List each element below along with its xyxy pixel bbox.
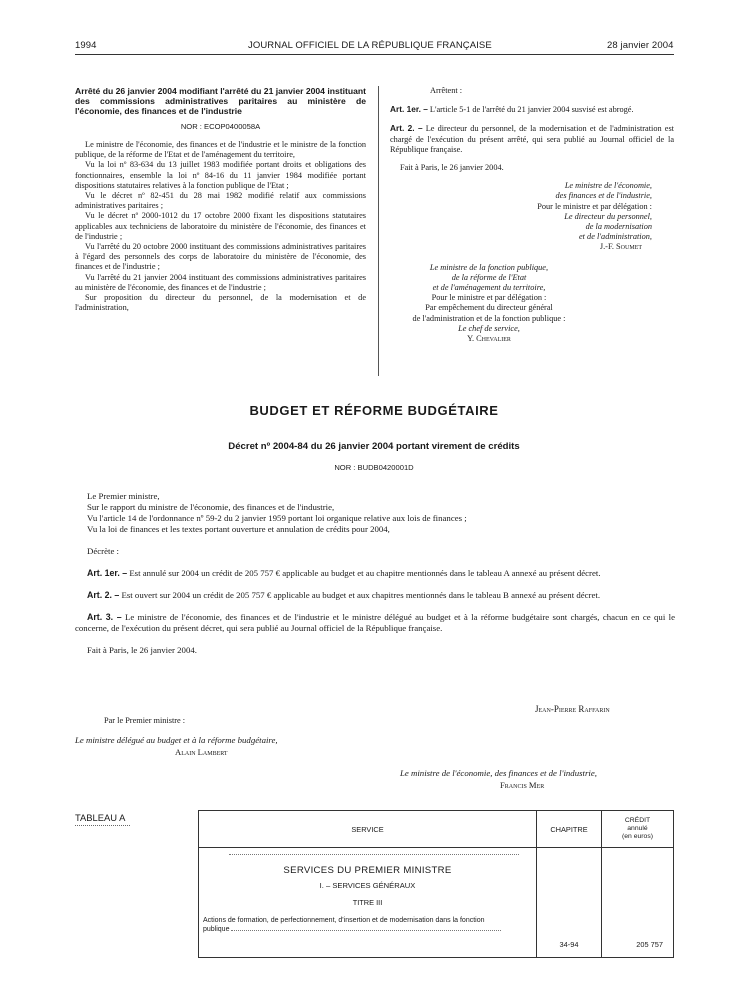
visa: Sur le rapport du ministre de l'économie, des finances et de l'industrie, — [87, 502, 335, 512]
credit-l1: CRÉDIT — [624, 817, 651, 824]
arrete-para: Sur proposition du directeur du personnel, de la modernisation et de l'administration, — [75, 293, 366, 313]
visa: Vu l'article 14 de l'ordonnance nº 59-2 du 2 janvier 1959 portant loi organique relative aux lois de finances ; — [87, 513, 467, 523]
arrete-visas — [75, 140, 366, 313]
header-rule — [75, 54, 674, 55]
arrete-nor: NOR : ECOP0400058A — [180, 122, 261, 131]
arrete-fait: Fait à Paris, le 26 janvier 2004. — [400, 163, 504, 173]
arrete-signature-2 — [390, 263, 674, 345]
decret-art3 — [75, 612, 675, 634]
header-date: 28 janvier 2004 — [607, 40, 674, 51]
ministre-delegue: Le ministre délégué au budget et à la réforme budgétaire, — [75, 735, 278, 745]
art2-label: Art. 2. – — [390, 123, 423, 134]
credit-l3: (en euros) — [622, 833, 653, 840]
decret-art1 — [75, 568, 675, 579]
tableau-label: TABLEAU A — [75, 812, 126, 823]
row-desc-l2 — [203, 925, 536, 934]
art1-label: Art. 1er. – — [87, 568, 128, 578]
sig-line: Pour le ministre et par délégation : — [537, 201, 652, 211]
row-desc — [203, 916, 536, 934]
ministre-economie: Le ministre de l'économie, des finances et de l'industrie, — [400, 768, 597, 778]
row-credit: 205 757 — [636, 940, 663, 949]
arrete-para: Vu l'arrêté du 21 janvier 2004 instituant des commissions administratives paritaires au ministère de l'économie, des finances et de l'industrie ; — [75, 272, 366, 292]
signer-soumet: J.-F. Soumet — [599, 242, 642, 252]
decrete: Décrète : — [87, 546, 119, 556]
signer-raffarin: Jean-Pierre Raffarin — [535, 704, 610, 714]
row-chapitre: 34-94 — [559, 940, 579, 949]
tableau-a — [198, 810, 674, 958]
dotted-leader — [231, 930, 501, 931]
credit-cell — [602, 848, 674, 958]
arrete-signature-1 — [390, 181, 674, 252]
art2-text: Est ouvert sur 2004 un crédit de 205 757 € applicable au budget et aux chapitres mentionnés dans le tableau B annexé au présent décret. — [121, 590, 601, 600]
arrete-art1 — [390, 104, 674, 115]
decret-art2 — [75, 590, 675, 601]
credit-l2: annulé — [627, 825, 648, 832]
sig-line: et de l'aménagement du territoire, — [432, 283, 546, 293]
arrete-title: Arrêté du 26 janvier 2004 modifiant l'arrêté du 21 janvier 2004 instituant des commissions administratives paritaires au ministère de l'économie, des finances et de l'industrie — [75, 86, 366, 116]
sig-line: Le chef de service, — [458, 323, 520, 333]
row-desc-l2-text: publique — [203, 926, 230, 933]
art1-text: L'article 5-1 de l'arrêté du 21 janvier 2004 susvisé est abrogé. — [429, 105, 634, 115]
art1-text: Est annulé sur 2004 un crédit de 205 757 € applicable au budget et au chapitre mentionnés dans le tableau A annexé au présent décret. — [129, 568, 601, 578]
service-cell — [199, 848, 537, 958]
col-service-label: SERVICE — [351, 824, 384, 834]
arrete-para: Vu le décret nº 82-451 du 28 mai 1982 modifié relatif aux commissions administratives paritaires ; — [75, 191, 366, 211]
arretent: Arrêtent : — [430, 86, 463, 95]
section-title: BUDGET ET RÉFORME BUDGÉTAIRE — [249, 403, 499, 418]
col-chapitre-label: CHAPITRE — [550, 824, 588, 834]
sig-line: Le ministre de l'économie, — [564, 181, 652, 191]
column-divider — [378, 86, 379, 376]
arrete-para: Le ministre de l'économie, des finances et de l'industrie et le ministre de la fonction publique, de la réforme de l'Etat et de l'aménagement du territoire, — [75, 140, 366, 160]
visa: Vu la loi de finances et les textes portant ouverture et annulation de crédits pour 2004, — [87, 524, 390, 534]
par-premier-ministre: Par le Premier ministre : — [104, 716, 186, 725]
col-chapitre-header — [537, 811, 602, 848]
sig-line: et de l'administration, — [579, 232, 652, 242]
signer-lambert: Alain Lambert — [175, 747, 228, 757]
signer-chevalier: Y. Chevalier — [467, 334, 511, 344]
sig-line: Par empêchement du directeur général — [425, 303, 553, 313]
table-row — [199, 848, 674, 958]
tableau-label-underline — [75, 825, 130, 826]
arrete-para: Vu la loi nº 83-634 du 13 juillet 1983 modifiée portant droits et obligations des fonctionnaires, ensemble la loi nº 84-16 du 11 janvier 1984 modifiée portant dispositions statutaires relatives à la fonction publique de l'Etat ; — [75, 160, 366, 190]
sig-line: de la réforme de l'Etat — [451, 272, 527, 282]
art2-text: Le directeur du personnel, de la modernisation et de l'administration est chargé de l'exécution du présent arrêté, qui sera publié au Journal officiel de la République française. — [390, 124, 674, 154]
page-number: 1994 — [75, 40, 97, 51]
art3-text: Le ministre de l'économie, des finances et de l'industrie et le ministre délégué au budget et à la réforme budgétaire sont chargés, chacun en ce qui le concerne, de l'exécution du présent décret, qui sera publié au Journal officiel de la République française. — [75, 612, 675, 633]
service-sub: I. – SERVICES GÉNÉRAUX — [319, 881, 416, 890]
arrete-right-column — [390, 86, 674, 344]
art1-label: Art. 1er. – — [390, 104, 428, 115]
signer-mer: Francis Mer — [500, 780, 545, 790]
journal-title: JOURNAL OFFICIEL DE LA RÉPUBLIQUE FRANÇAISE — [248, 40, 492, 51]
sig-line: Pour le ministre et par délégation : — [431, 293, 547, 303]
service-title: SERVICES DU PREMIER MINISTRE — [283, 865, 452, 876]
sig-line: de l'administration et de la fonction publique : — [412, 313, 566, 323]
row-desc-l1: Actions de formation, de perfectionnement, d'insertion et de modernisation dans la fonction — [203, 917, 485, 924]
arrete-art2 — [390, 123, 674, 155]
titre-label: TITRE III — [352, 898, 383, 907]
art3-label: Art. 3. – — [87, 612, 122, 622]
sig-line: Le ministre de la fonction publique, — [429, 262, 549, 272]
table-header-row — [199, 811, 674, 848]
sig-line: des finances et de l'industrie, — [555, 191, 652, 201]
art2-label: Art. 2. – — [87, 590, 120, 600]
sig-line: Le directeur du personnel, — [564, 211, 652, 221]
decret-title: Décret nº 2004-84 du 26 janvier 2004 portant virement de crédits — [228, 441, 520, 452]
decret-nor: NOR : BUDB0420001D — [334, 463, 414, 472]
visa: Le Premier ministre, — [87, 491, 160, 501]
arrete-left-column — [75, 86, 366, 313]
sig-line: de la modernisation — [585, 222, 652, 232]
arrete-para: Vu le décret nº 2000-1012 du 17 octobre 2000 fixant les dispositions statutaires applicables aux techniciens de laboratoire du ministère de l'économie, des finances et de l'industrie ; — [75, 211, 366, 241]
decret-body — [75, 491, 675, 656]
col-service-header — [199, 811, 537, 848]
decret-fait: Fait à Paris, le 26 janvier 2004. — [87, 645, 197, 655]
chapitre-cell — [537, 848, 602, 958]
col-credit-header — [602, 811, 674, 848]
dotted-leader — [229, 854, 519, 855]
arrete-para: Vu l'arrêté du 20 octobre 2000 instituant des commissions administratives paritaires à l'égard des personnels des corps de laboratoire du ministère de l'économie, des finances et de l'industrie ; — [75, 242, 366, 272]
